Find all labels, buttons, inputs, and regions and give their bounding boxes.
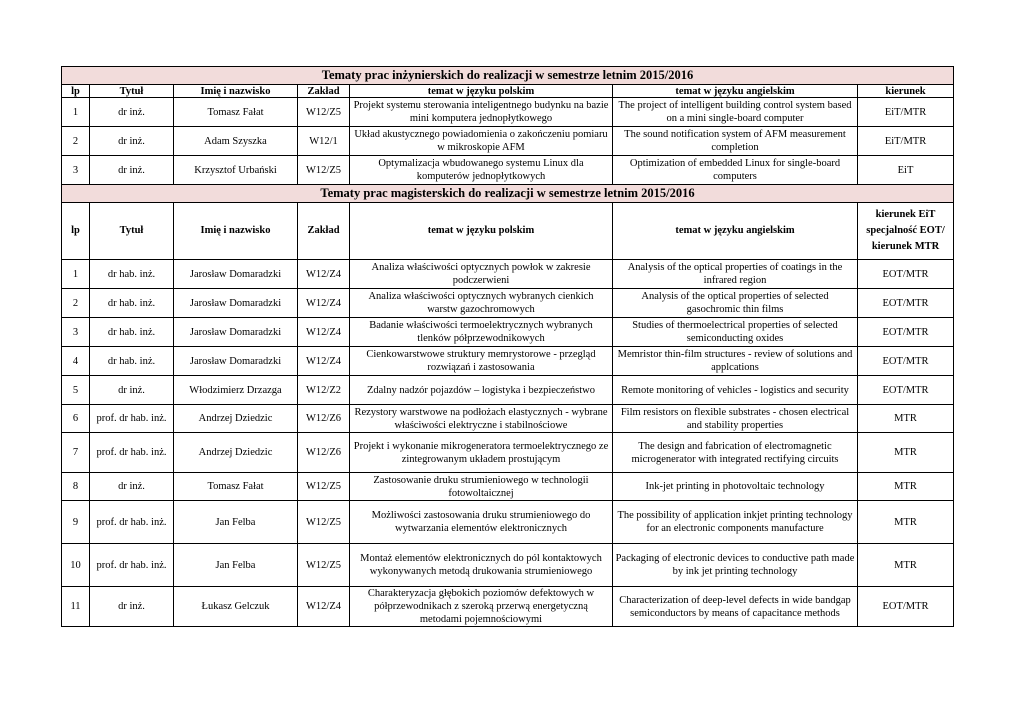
table-row: [62, 433, 954, 473]
table-row: [62, 376, 954, 405]
cell-title: dr hab. inż.: [90, 318, 174, 347]
cell-name: Jarosław Domaradzki: [174, 347, 298, 376]
cell-lp: 8: [62, 473, 90, 501]
table-row: [62, 156, 954, 185]
cell-name: Andrzej Dziedzic: [174, 433, 298, 473]
header-name: Imię i nazwisko: [174, 203, 298, 260]
cell-lp: 11: [62, 587, 90, 627]
cell-title: dr hab. inż.: [90, 289, 174, 318]
cell-topic-en: Studies of thermoelectrical properties of selected semiconducting oxides: [613, 318, 858, 347]
header-topic-pl: temat w języku polskim: [350, 85, 613, 98]
cell-title: dr inż.: [90, 473, 174, 501]
cell-topic-en: Analysis of the optical properties of coatings in the infrared region: [613, 260, 858, 289]
cell-lp: 3: [62, 156, 90, 185]
header-dept: Zakład: [298, 203, 350, 260]
cell-title: dr inż.: [90, 127, 174, 156]
table-row: [62, 587, 954, 627]
cell-field: MTR: [858, 405, 954, 433]
cell-topic-pl: Badanie właściwości termoelektrycznych wybranych tlenków półprzewodnikowych: [350, 318, 613, 347]
cell-name: Andrzej Dziedzic: [174, 405, 298, 433]
cell-dept: W12/Z4: [298, 260, 350, 289]
cell-topic-en: Memristor thin-film structures - review of solutions and applcations: [613, 347, 858, 376]
cell-name: Tomasz Fałat: [174, 98, 298, 127]
table-row: [62, 98, 954, 127]
table-row: [62, 405, 954, 433]
cell-title: prof. dr hab. inż.: [90, 544, 174, 587]
cell-dept: W12/Z4: [298, 587, 350, 627]
table-row: [62, 473, 954, 501]
cell-dept: W12/Z4: [298, 289, 350, 318]
cell-dept: W12/Z5: [298, 98, 350, 127]
cell-field: MTR: [858, 473, 954, 501]
cell-dept: W12/Z6: [298, 405, 350, 433]
table-row: [62, 260, 954, 289]
cell-name: Jan Felba: [174, 544, 298, 587]
cell-title: dr inż.: [90, 156, 174, 185]
cell-topic-en: Analysis of the optical properties of selected gasochromic thin films: [613, 289, 858, 318]
cell-name: Krzysztof Urbański: [174, 156, 298, 185]
table-row: [62, 127, 954, 156]
table-row: [62, 501, 954, 544]
cell-topic-pl: Projekt i wykonanie mikrogeneratora termoelektrycznego ze zintegrowanym układem prostującym: [350, 433, 613, 473]
cell-topic-en: Optimization of embedded Linux for single-board computers: [613, 156, 858, 185]
cell-topic-en: The possibility of application inkjet printing technology for an electronic components manufacture: [613, 501, 858, 544]
cell-field: EOT/MTR: [858, 587, 954, 627]
cell-lp: 5: [62, 376, 90, 405]
header-topic-en: temat w języku angielskim: [613, 85, 858, 98]
cell-lp: 2: [62, 289, 90, 318]
cell-field: EOT/MTR: [858, 347, 954, 376]
cell-name: Jan Felba: [174, 501, 298, 544]
cell-topic-pl: Analiza właściwości optycznych wybranych cienkich warstw gazochromowych: [350, 289, 613, 318]
masters-title-row: [62, 185, 954, 203]
header-title: Tytuł: [90, 203, 174, 260]
cell-topic-en: The project of intelligent building control system based on a mini single-board computer: [613, 98, 858, 127]
cell-topic-pl: Możliwości zastosowania druku strumieniowego do wytwarzania elementów elektronicznych: [350, 501, 613, 544]
cell-dept: W12/Z5: [298, 544, 350, 587]
cell-field: MTR: [858, 501, 954, 544]
cell-field: EiT/MTR: [858, 98, 954, 127]
cell-name: Łukasz Gelczuk: [174, 587, 298, 627]
cell-dept: W12/Z5: [298, 156, 350, 185]
cell-name: Jarosław Domaradzki: [174, 289, 298, 318]
cell-topic-en: Remote monitoring of vehicles - logistics and security: [613, 376, 858, 405]
cell-name: Jarosław Domaradzki: [174, 260, 298, 289]
cell-topic-pl: Analiza właściwości optycznych powłok w zakresie podczerwieni: [350, 260, 613, 289]
cell-lp: 6: [62, 405, 90, 433]
cell-title: dr inż.: [90, 376, 174, 405]
cell-dept: W12/Z4: [298, 347, 350, 376]
cell-field: EOT/MTR: [858, 260, 954, 289]
cell-topic-pl: Rezystory warstwowe na podłożach elastycznych - wybrane właściwości elektryczne i stabilnościowe: [350, 405, 613, 433]
cell-field: MTR: [858, 433, 954, 473]
cell-lp: 9: [62, 501, 90, 544]
cell-title: dr hab. inż.: [90, 347, 174, 376]
cell-title: dr hab. inż.: [90, 260, 174, 289]
topics-table: [61, 66, 954, 627]
cell-lp: 10: [62, 544, 90, 587]
cell-title: dr inż.: [90, 98, 174, 127]
cell-topic-pl: Zastosowanie druku strumieniowego w technologii fotowoltaicznej: [350, 473, 613, 501]
header-topic-pl: temat w języku polskim: [350, 203, 613, 260]
table-row: [62, 347, 954, 376]
cell-field: EOT/MTR: [858, 376, 954, 405]
cell-lp: 3: [62, 318, 90, 347]
cell-lp: 7: [62, 433, 90, 473]
cell-field: EOT/MTR: [858, 318, 954, 347]
cell-field: EiT/MTR: [858, 127, 954, 156]
header-field: kierunek EiT specjalność EOT/ kierunek MTR: [858, 203, 954, 260]
cell-topic-en: Characterization of deep-level defects in wide bandgap semiconductors by means of capacitance methods: [613, 587, 858, 627]
cell-name: Jarosław Domaradzki: [174, 318, 298, 347]
cell-dept: W12/1: [298, 127, 350, 156]
cell-lp: 4: [62, 347, 90, 376]
header-title: Tytuł: [90, 85, 174, 98]
cell-topic-en: Film resistors on flexible substrates - chosen electrical and stability properties: [613, 405, 858, 433]
cell-topic-en: Packaging of electronic devices to conductive path made by ink jet printing technology: [613, 544, 858, 587]
cell-name: Tomasz Fałat: [174, 473, 298, 501]
header-lp: lp: [62, 85, 90, 98]
header-dept: Zakład: [298, 85, 350, 98]
cell-topic-pl: Układ akustycznego powiadomienia o zakończeniu pomiaru w mikroskopie AFM: [350, 127, 613, 156]
cell-field: EOT/MTR: [858, 289, 954, 318]
table-row: [62, 289, 954, 318]
cell-name: Adam Szyszka: [174, 127, 298, 156]
cell-dept: W12/Z6: [298, 433, 350, 473]
cell-field: MTR: [858, 544, 954, 587]
cell-title: prof. dr hab. inż.: [90, 433, 174, 473]
cell-topic-pl: Charakteryzacja głębokich poziomów defektowych w półprzewodnikach z szeroką przerwą energetyczną metodami pojemnościowymi: [350, 587, 613, 627]
cell-title: prof. dr hab. inż.: [90, 405, 174, 433]
masters-section-title: Tematy prac magisterskich do realizacji w semestrze letnim 2015/2016: [62, 185, 954, 203]
header-field: kierunek: [858, 85, 954, 98]
cell-topic-pl: Zdalny nadzór pojazdów – logistyka i bezpieczeństwo: [350, 376, 613, 405]
cell-topic-pl: Cienkowarstwowe struktury memrystorowe - przegląd rozwiązań i zastosowania: [350, 347, 613, 376]
cell-lp: 1: [62, 98, 90, 127]
cell-name: Włodzimierz Drzazga: [174, 376, 298, 405]
cell-lp: 2: [62, 127, 90, 156]
cell-topic-pl: Montaż elementów elektronicznych do pól kontaktowych wykonywanych metodą drukowania strumieniowego: [350, 544, 613, 587]
table-row: [62, 544, 954, 587]
cell-topic-en: Ink-jet printing in photovoltaic technology: [613, 473, 858, 501]
cell-title: dr inż.: [90, 587, 174, 627]
cell-dept: W12/Z2: [298, 376, 350, 405]
engineering-section-title: Tematy prac inżynierskich do realizacji w semestrze letnim 2015/2016: [62, 67, 954, 85]
header-topic-en: temat w języku angielskim: [613, 203, 858, 260]
cell-topic-en: The design and fabrication of electromagnetic microgenerator with integrated rectifying circuits: [613, 433, 858, 473]
cell-dept: W12/Z4: [298, 318, 350, 347]
cell-topic-en: The sound notification system of AFM measurement completion: [613, 127, 858, 156]
engineering-header-row: [62, 85, 954, 98]
cell-title: prof. dr hab. inż.: [90, 501, 174, 544]
cell-dept: W12/Z5: [298, 473, 350, 501]
header-name: Imię i nazwisko: [174, 85, 298, 98]
cell-topic-pl: Optymalizacja wbudowanego systemu Linux dla komputerów jednopłytkowych: [350, 156, 613, 185]
cell-lp: 1: [62, 260, 90, 289]
cell-field: EiT: [858, 156, 954, 185]
table-row: [62, 318, 954, 347]
header-lp: lp: [62, 203, 90, 260]
engineering-title-row: [62, 67, 954, 85]
cell-topic-pl: Projekt systemu sterowania inteligentnego budynku na bazie mini komputera jednopłytkowego: [350, 98, 613, 127]
masters-header-row: [62, 203, 954, 260]
cell-dept: W12/Z5: [298, 501, 350, 544]
